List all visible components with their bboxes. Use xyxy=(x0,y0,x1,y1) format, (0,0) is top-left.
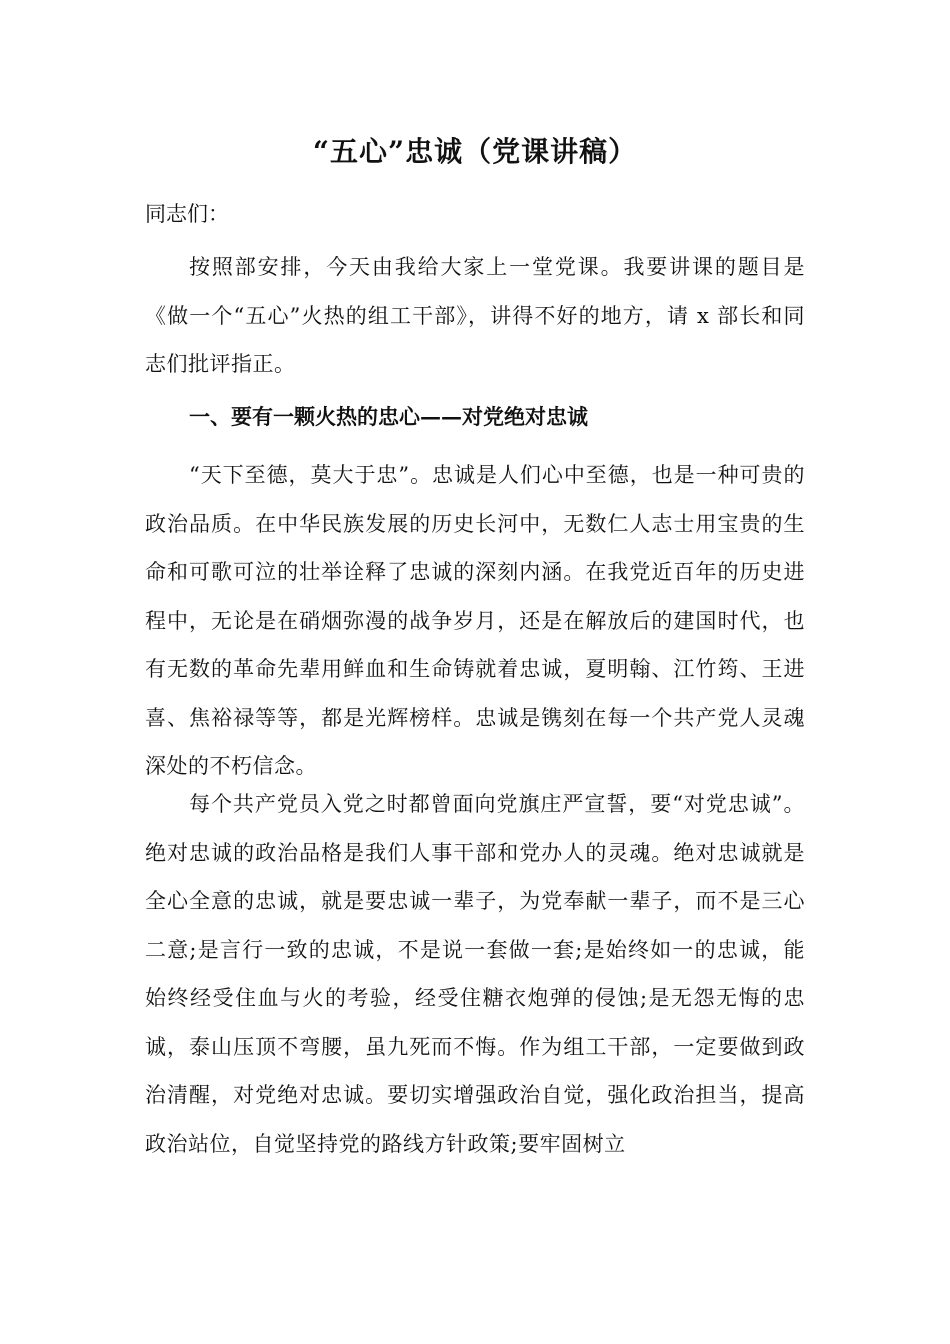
section-heading: 一、要有一颗火热的忠心——对党绝对忠诚 xyxy=(189,404,588,429)
paragraph-loyalty: “天下至德，莫大于忠”。忠诚是人们心中至德，也是一种可贵的政治品质。在中华民族发展的历史长河中，无数仁人志士用宝贵的生命和可歌可泣的壮举诠释了忠诚的深刻内涵。在我党近百年的历史进程中，无论是在硝烟弥漫的战争岁月，还是在解放后的建国时代，也有无数的革命先辈用鲜血和生命铸就着忠诚，夏明翰、江竹筠、王进喜、焦裕禄等等，都是光辉榜样。忠诚是镌刻在每一个共产党人灵魂深处的不朽信念。 xyxy=(145,463,805,778)
document-title: “五心”忠诚（党课讲稿） xyxy=(312,135,638,168)
paragraph-intro: 按照部安排，今天由我给大家上一堂党课。我要讲课的题目是《做一个“五心”火热的组工干部》，讲得不好的地方，请 x 部长和同志们批评指正。 xyxy=(145,255,805,376)
paragraph-oath: 每个共产党员入党之时都曾面向党旗庄严宣誓，要“对党忠诚”。绝对忠诚的政治品格是我们人事干部和党办人的灵魂。绝对忠诚就是全心全意的忠诚，就是要忠诚一辈子，为党奉献一辈子，而不是三心二意;是言行一致的忠诚，不是说一套做一套;是始终如一的忠诚，能始终经受住血与火的考验，经受住糖衣炮弹的侵蚀;是无怨无悔的忠诚，泰山压顶不弯腰，虽九死而不悔。作为组工干部，一定要做到政治清醒，对党绝对忠诚。要切实增强政治自觉，强化政治担当，提高政治站位，自觉坚持党的路线方针政策;要牢固树立 xyxy=(145,792,805,1156)
salutation: 同志们： xyxy=(145,202,229,226)
